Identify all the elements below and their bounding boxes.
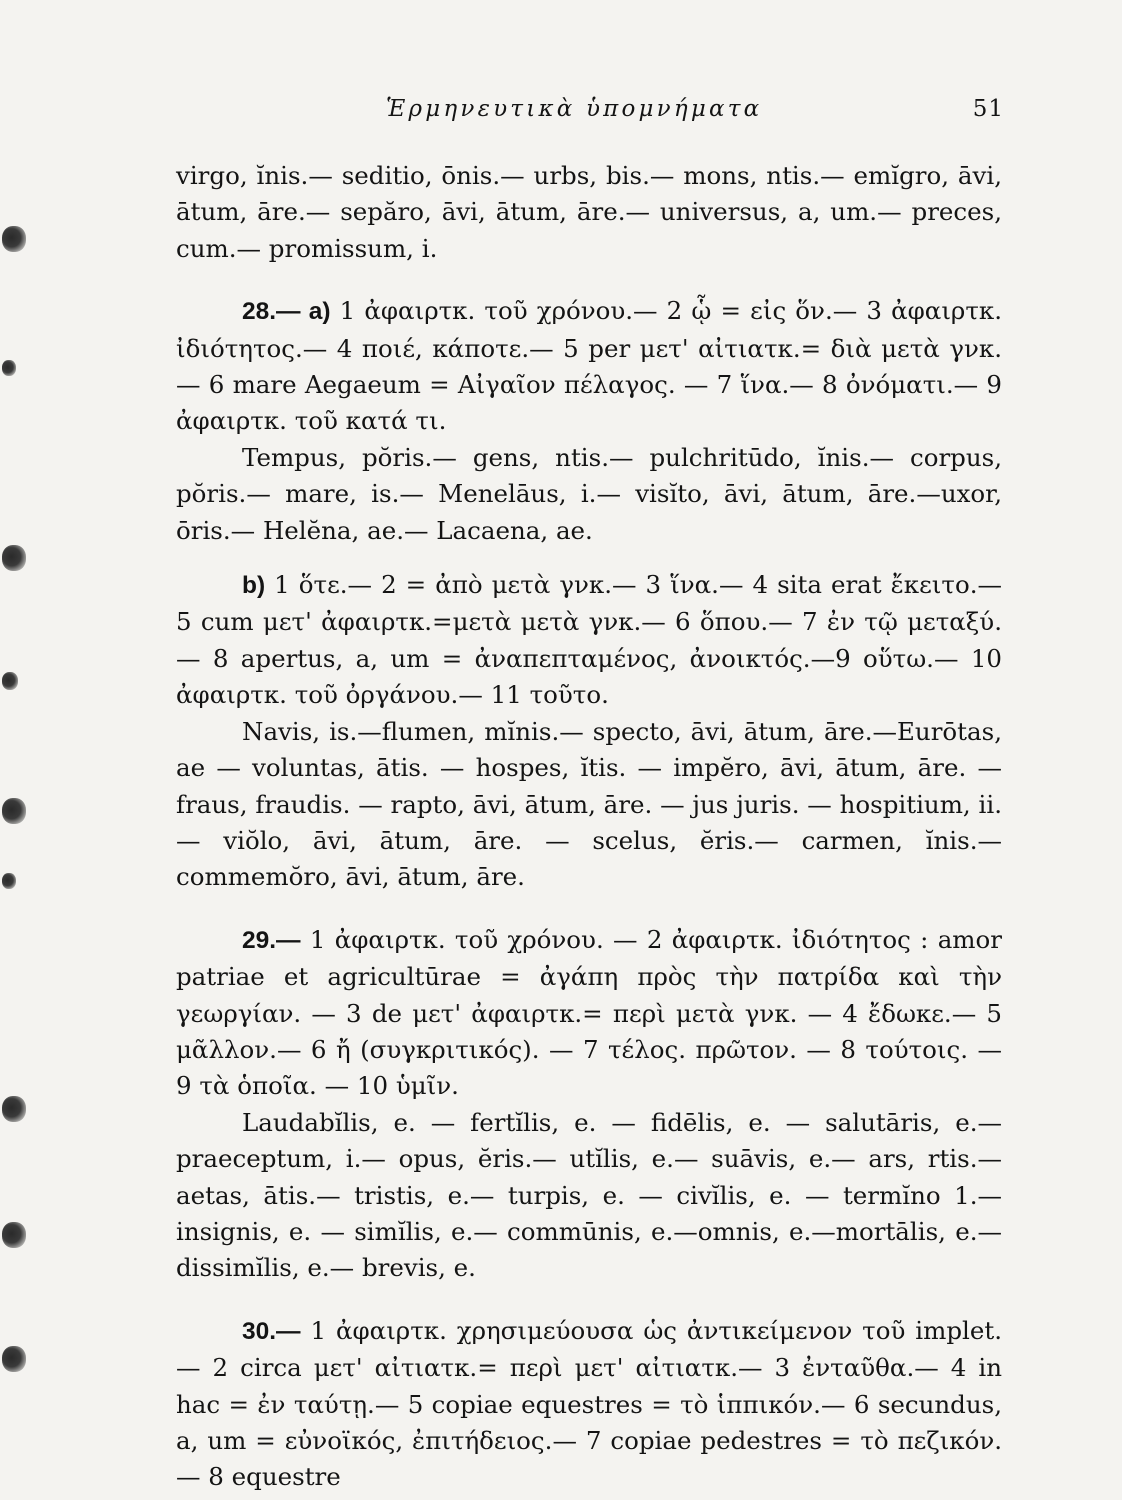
binding-hole-icon [2, 1222, 26, 1248]
binding-hole-icon [2, 545, 26, 571]
page-header [186, 96, 1004, 130]
section-28b-notes [176, 567, 1002, 714]
binding-holes [0, 0, 40, 1500]
binding-hole-icon [2, 672, 18, 690]
running-title: Ἑρμηνευτικὰ ὑπομνήματα [386, 96, 763, 122]
binding-hole-icon [2, 1096, 26, 1122]
section-28a-notes [176, 293, 1002, 440]
section-29-vocabulary: Laudabĭlis, e. — fertĭlis, e. — fidēlis, e. — salutāris, e.— praeceptum, i.— opus, ĕris.— utĭlis, e.— suāvis, e.— ars, rtis.— aetas, ātis.— tristis, e.— turpis, e. — civĭlis, e. — termĭno 1.— insignis, e. — simĭlis, e.— commūnis, e.—omnis, e.—mortālis, e.— dissimĭlis, e.— brevis, e. [176, 1107, 1002, 1283]
main-text [176, 158, 1002, 1496]
binding-hole-icon [2, 226, 26, 252]
section-30-text: 1 ἀφαιρτκ. χρησιμεύουσα ὡς ἀντικείμενον τοῦ implet. — 2 circa μετ' αἰτιατκ.= περὶ μετ' αἰτιατκ.— 3 ἐνταῦθα.— 4 in hac = ἐν ταύτῃ.— 5 copiae equestres = τὸ ἱππικόν.— 6 secundus, a, um = εὐνοϊκός, ἐπιτήδειος.— 7 copiae pedestres = τὸ πεζικόν.— 8 equestre [176, 1315, 1002, 1492]
section-28b-vocabulary: Navis, is.—flumen, mĭnis.— specto, āvi, ātum, āre.—Eurōtas, ae — voluntas, ātis. — hospes, ĭtis. — impĕro, āvi, ātum, āre. — fraus, fraudis. — rapto, āvi, ātum, āre. — jus juris. — hospitium, ii.— viŏlo, āvi, ātum, āre. — scelus, ĕris.— carmen, ĭnis.— commemŏro, āvi, ātum, āre. [176, 716, 1002, 892]
section-30-label: 30.— [242, 1317, 301, 1345]
section-30-notes [176, 1313, 1002, 1496]
page-number: 51 [972, 96, 1004, 122]
intro-vocabulary: virgo, ĭnis.— seditio, ōnis.— urbs, bis.— mons, ntis.— emĭgro, āvi, ātum, āre.— sepăro, āvi, ātum, āre.— universus, a, um.— preces, cum.— promissum, i. [176, 161, 1002, 263]
section-28a-text: 1 ἀφαιρτκ. τοῦ χρόνου.— 2 ᾧ = εἰς ὅν.— 3 ἀφαιρτκ. ἰδιότητος.— 4 ποιέ, κάποτε.— 5 per μετ' αἰτιατκ.= διὰ μετὰ γνκ.— 6 mare Aegaeum = Αἰγαῖον πέλαγος. — 7 ἵνα.— 8 ὀνόματι.— 9 ἀφαιρτκ. τοῦ κατά τι. [176, 296, 1002, 436]
section-28a-vocabulary: Tempus, pŏris.— gens, ntis.— pulchritūdo, ĭnis.— corpus, pŏris.— mare, is.— Menelāus, i.— visĭto, āvi, ātum, āre.—uxor, ōris.— Helĕna, ae.— Lacaena, ae. [176, 442, 1002, 545]
section-29-text: 1 ἀφαιρτκ. τοῦ χρόνου. — 2 ἀφαιρτκ. ἰδιότητος : amor patriae et agricultūrae = ἀγάπη πρὸς τὴν πατρίδα καὶ τὴν γεωργίαν. — 3 de μετ' ἀφαιρτκ.= περὶ μετὰ γνκ. — 4 ἔδωκε.— 5 μᾶλλον.— 6 ἤ (συγκριτικός). — 7 τέλος. πρῶτον. — 8 τούτοις. — 9 τὰ ὁποῖα. — 10 ὑμῖν. [176, 924, 1002, 1101]
binding-hole-icon [2, 1346, 26, 1372]
section-29-notes [176, 922, 1002, 1105]
binding-hole-icon [2, 360, 16, 376]
binding-hole-icon [2, 798, 26, 824]
section-28b-label: b) [242, 572, 266, 600]
binding-hole-icon [2, 873, 16, 889]
section-28b-text: 1 ὅτε.— 2 = ἀπὸ μετὰ γνκ.— 3 ἵνα.— 4 sita erat ἔκειτο.— 5 cum μετ' ἀφαιρτκ.=μετὰ μετὰ γνκ.— 6 ὅπου.— 7 ἐν τῷ μεταξύ.— 8 apertus, a, um = ἀναπεπταμένος, ἀνοικτός.—9 οὕτω.— 10 ἀφαιρτκ. τοῦ ὀργάνου.— 11 τοῦτο. [176, 570, 1002, 710]
section-29-label: 29.— [242, 926, 301, 954]
section-28a-label: 28.— a) [242, 298, 331, 326]
